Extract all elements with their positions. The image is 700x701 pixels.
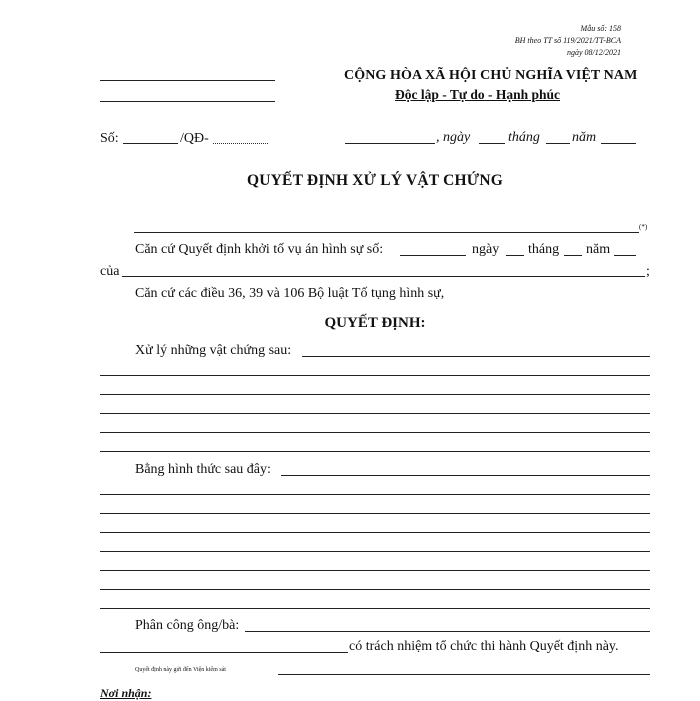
items-label: Xử lý những vật chứng sau: [135, 343, 292, 358]
items-line-4[interactable] [100, 432, 650, 433]
decision-number-field[interactable] [400, 255, 466, 256]
assign-field-2[interactable] [100, 652, 348, 653]
form-line-2[interactable] [100, 513, 650, 514]
ngay-label: , ngày [436, 130, 471, 145]
nation-header: CỘNG HÒA XÃ HỘI CHỦ NGHĨA VIỆT NAM [344, 68, 638, 83]
form-line-1[interactable] [100, 494, 650, 495]
items-line-5[interactable] [100, 451, 650, 452]
basis-ngay: ngày [472, 242, 500, 257]
basis-nam: năm [586, 242, 611, 257]
recipients-label: Nơi nhận: [100, 686, 152, 700]
form-code-regulation: BH theo TT số 119/2021/TT-BCA [514, 36, 621, 45]
motto: Độc lập - Tự do - Hạnh phúc [395, 87, 561, 102]
form-code-number: Mẫu số: 158 [580, 24, 621, 33]
responsibility-text: có trách nhiệm tổ chức thi hành Quyết định này. [349, 639, 619, 654]
sent-note-field[interactable] [278, 674, 650, 675]
day-field[interactable] [479, 143, 505, 144]
nam-label: năm [572, 130, 597, 145]
qd-label: /QĐ- [180, 131, 209, 146]
form-line-4[interactable] [100, 551, 650, 552]
so-number-field[interactable] [123, 143, 178, 144]
basis-decision-text: Căn cứ Quyết định khởi tố vụ án hình sự số: [135, 242, 384, 257]
form-line-0[interactable] [281, 475, 650, 476]
items-line-1[interactable] [100, 375, 650, 376]
form-label: Bằng hình thức sau đây: [135, 462, 271, 477]
agency-line-2[interactable] [100, 101, 275, 102]
year-field[interactable] [601, 143, 636, 144]
agency-line-1[interactable] [100, 80, 275, 81]
assign-label: Phân công ông/bà: [135, 618, 240, 633]
document-title: QUYẾT ĐỊNH XỬ LÝ VẬT CHỨNG [247, 172, 503, 189]
footnote-mark: (*) [639, 223, 648, 231]
form-line-7[interactable] [100, 608, 650, 609]
items-line-0[interactable] [302, 356, 650, 357]
basis-thang: tháng [528, 242, 560, 257]
thang-label: tháng [508, 130, 540, 145]
sent-note: Quyết định này gửi đến Viện kiểm sát [135, 667, 226, 673]
form-code [421, 23, 621, 59]
semicolon: ; [646, 264, 650, 279]
basis-year-field[interactable] [614, 255, 636, 256]
basis-day-field[interactable] [506, 255, 524, 256]
form-line-6[interactable] [100, 589, 650, 590]
basis-law-text: Căn cứ các điều 36, 39 và 106 Bộ luật Tố tụng hình sự, [135, 286, 445, 301]
so-label: Số: [100, 131, 119, 146]
items-line-2[interactable] [100, 394, 650, 395]
place-field[interactable] [345, 143, 435, 144]
decision-heading: QUYẾT ĐỊNH: [324, 315, 426, 331]
form-code-date: ngày 08/12/2021 [567, 48, 621, 57]
items-line-3[interactable] [100, 413, 650, 414]
assign-field[interactable] [245, 631, 650, 632]
issuer-line[interactable] [134, 232, 639, 233]
month-field[interactable] [546, 143, 570, 144]
basis-month-field[interactable] [564, 255, 582, 256]
qd-suffix-field[interactable] [213, 143, 268, 144]
form-line-3[interactable] [100, 532, 650, 533]
cua-field[interactable] [122, 276, 645, 277]
form-line-5[interactable] [100, 570, 650, 571]
cua-label: của [100, 264, 120, 279]
